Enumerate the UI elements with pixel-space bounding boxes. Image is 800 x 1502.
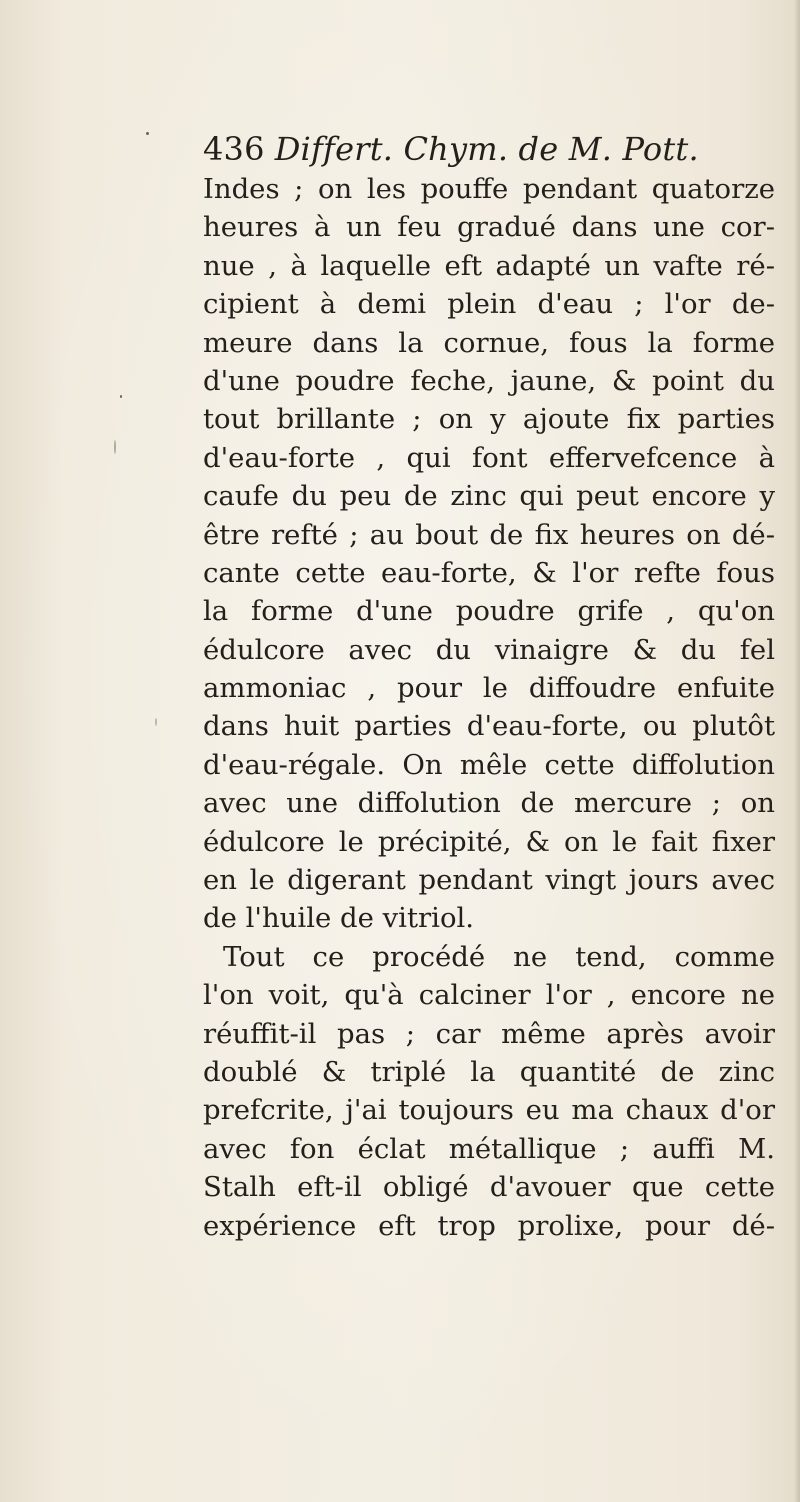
text-line: Stalh eft-il obligé d'avouer que cette	[203, 1171, 775, 1204]
text-line: heures à un feu gradué dans une cor-	[203, 211, 775, 244]
text-line: dans huit parties d'eau-forte, ou plutôt	[203, 710, 775, 743]
text-line: réuffit-il pas ; car même après avoir	[203, 1017, 775, 1050]
page-number: 436	[203, 130, 265, 168]
text-line: meure dans la cornue, fous la forme	[203, 326, 775, 359]
running-head	[203, 128, 775, 170]
text-line: cipient à demi plein d'eau ; l'or de-	[203, 288, 775, 321]
text-line: tout brillante ; on y ajoute fix parties	[203, 403, 775, 436]
text-line: la forme d'une poudre grife , qu'on	[203, 595, 775, 628]
running-title: Differt. Chym. de M. Pott.	[274, 130, 699, 168]
text-line: ammoniac , pour le diffoudre enfuite	[203, 672, 775, 705]
page-text	[203, 128, 775, 1245]
text-line: édulcore le précipité, & on le fait fixer	[203, 825, 775, 858]
text-line: Indes ; on les pouffe pendant quatorze	[203, 173, 775, 205]
text-line: doublé & triplé la quantité de zinc	[203, 1055, 775, 1088]
text-line: prefcrite, j'ai toujours eu ma chaux d'or	[203, 1094, 775, 1127]
text-line: l'on voit, qu'à calciner l'or , encore ne	[203, 979, 775, 1012]
text-line: nue , à laquelle eft adapté un vafte ré-	[203, 249, 775, 282]
ink-speck	[146, 132, 149, 135]
paragraph-start-line: Tout ce procédé ne tend, comme	[223, 940, 775, 973]
text-line: cante cette eau-forte, & l'or refte fous	[203, 556, 775, 589]
text-line: avec fon éclat métallique ; auffi M.	[203, 1132, 775, 1165]
page-edge-shadow	[794, 0, 800, 1502]
text-line: d'eau-régale. On mêle cette diffolution	[203, 748, 775, 781]
text-line: expérience eft trop prolixe, pour dé-	[203, 1209, 775, 1242]
text-line: en le digerant pendant vingt jours avec	[203, 864, 775, 897]
ink-speck	[114, 440, 116, 454]
text-line: caufe du peu de zinc qui peut encore y	[203, 480, 775, 513]
paragraph-end-line: de l'huile de vitriol.	[203, 902, 475, 935]
ink-speck	[120, 395, 122, 398]
text-line: d'eau-forte , qui font effervefcence à	[203, 441, 775, 474]
text-line: être refté ; au bout de fix heures on dé-	[203, 518, 775, 551]
text-line: d'une poudre feche, jaune, & point du	[203, 364, 775, 397]
ink-speck	[155, 718, 157, 726]
text-line: avec une diffolution de mercure ; on	[203, 787, 775, 820]
text-line: édulcore avec du vinaigre & du fel	[203, 633, 775, 666]
